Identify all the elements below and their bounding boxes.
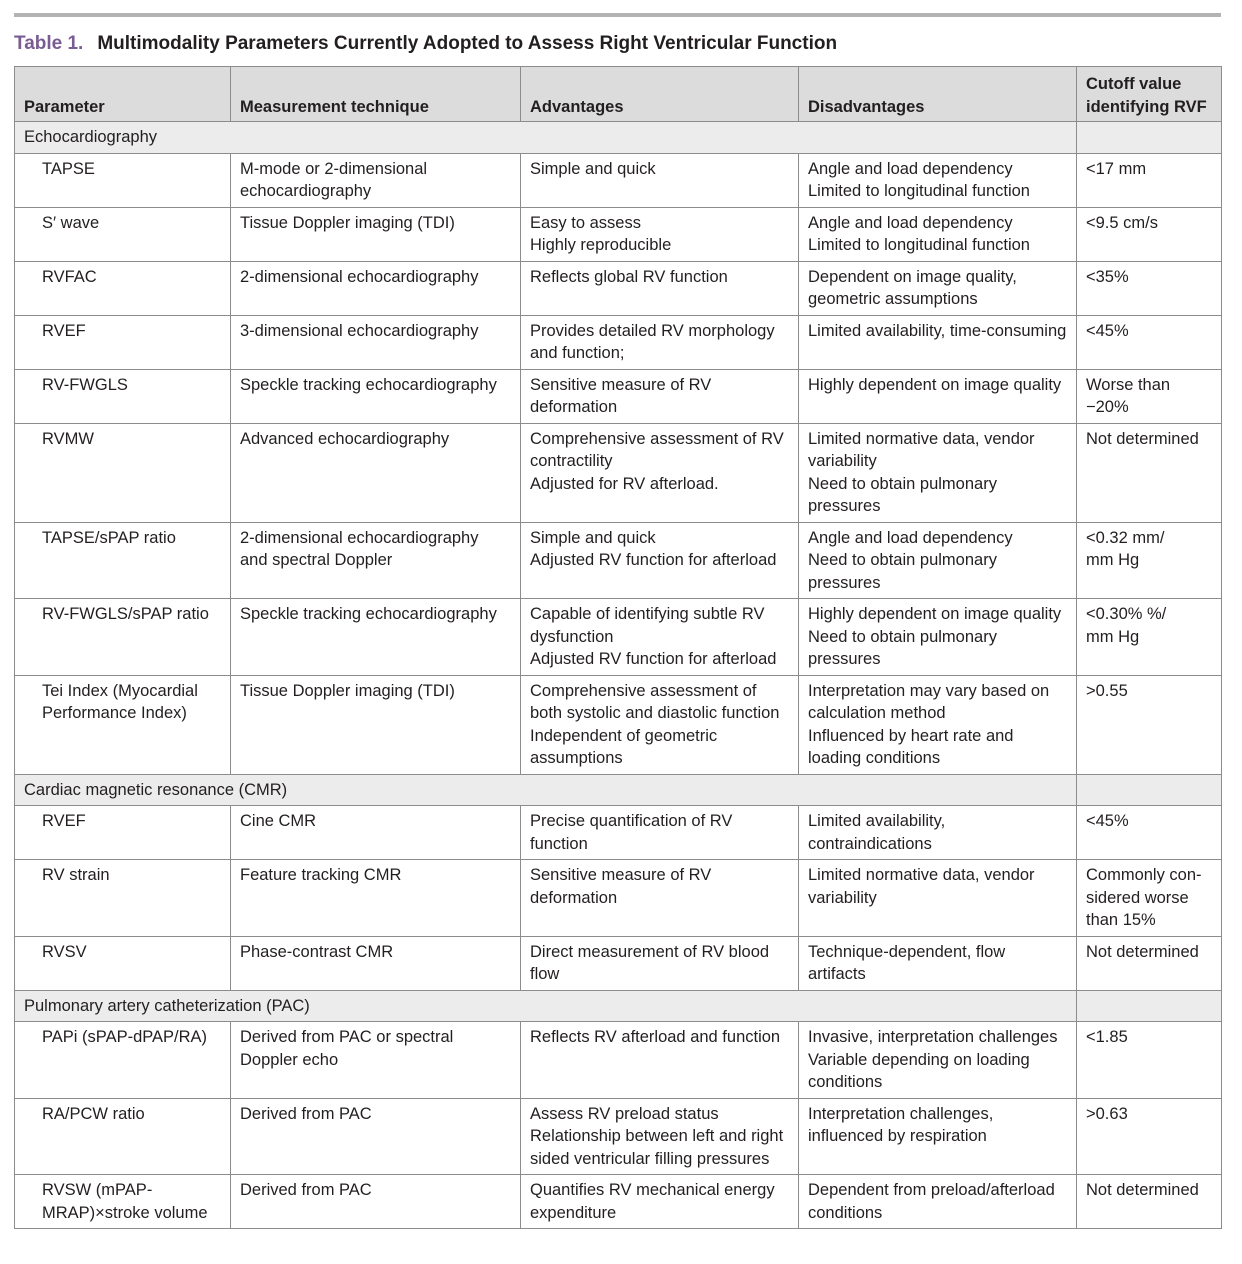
cell-line: Speckle tracking echocardiography xyxy=(240,375,497,394)
table-row xyxy=(15,806,1222,860)
cell-line: Comprehensive assessment of RV xyxy=(530,429,784,448)
table-row xyxy=(15,315,1222,369)
cell-line: Angle and load dependency xyxy=(808,213,1013,232)
cell-line: Adjusted for RV afterload. xyxy=(530,474,719,493)
cell-line: Comprehensive assessment of xyxy=(530,681,757,700)
cell-line: expenditure xyxy=(530,1203,617,1222)
cell-line: Highly reproducible xyxy=(530,236,672,254)
section-row xyxy=(15,774,1222,806)
disadvantages-cell xyxy=(799,153,1077,207)
cell-line: geometric assumptions xyxy=(808,290,978,308)
cutoff-cell xyxy=(1077,423,1222,522)
cell-line: Dependent on image quality, xyxy=(808,267,1017,286)
header-parameter: Parameter xyxy=(15,67,231,122)
cell-line: variability xyxy=(808,452,877,470)
disadvantages-cell xyxy=(799,675,1077,774)
cell-line: Derived from PAC xyxy=(240,1181,372,1199)
cutoff-cell xyxy=(1077,315,1222,369)
table-caption xyxy=(14,33,837,55)
cell-line: pressures xyxy=(808,650,881,668)
cell-line: Reflects global RV function xyxy=(530,267,728,286)
rv-parameters-table xyxy=(14,66,1222,1229)
cutoff-cell xyxy=(1077,1098,1222,1175)
cell-line: Sensitive measure of RV xyxy=(530,866,712,884)
technique-cell xyxy=(231,806,521,860)
cell-line: Tei Index (Myocardial xyxy=(42,681,198,700)
cell-line: than 15% xyxy=(1086,911,1156,929)
advantages-cell xyxy=(521,1175,799,1229)
advantages-cell xyxy=(521,261,799,315)
cell-line: >0.63 xyxy=(1086,1104,1128,1123)
advantages-cell xyxy=(521,1022,799,1099)
cell-line: Relationship between left and right xyxy=(530,1127,784,1145)
cell-line: Angle and load dependency xyxy=(808,528,1013,547)
cell-line: <35% xyxy=(1086,267,1129,286)
cropped-footnote xyxy=(14,1256,1221,1264)
cell-line: Need to obtain pulmonary xyxy=(808,474,997,493)
cell-line: assumptions xyxy=(530,749,623,767)
cutoff-cell xyxy=(1077,522,1222,599)
parameter-cell xyxy=(15,315,231,369)
disadvantages-cell xyxy=(799,1175,1077,1229)
cell-line: <0.32 mm/ xyxy=(1086,528,1165,547)
technique-cell xyxy=(231,207,521,261)
cell-line: Limited normative data, vendor xyxy=(808,866,1035,884)
cell-line: Provides detailed RV morphology xyxy=(530,321,775,340)
cell-line: Not determined xyxy=(1086,429,1199,448)
cell-line: Speckle tracking echocardiography xyxy=(240,605,497,623)
technique-cell xyxy=(231,423,521,522)
table-row xyxy=(15,423,1222,522)
header-advantages: Advantages xyxy=(521,67,799,122)
cell-line: <45% xyxy=(1086,812,1129,830)
advantages-cell xyxy=(521,315,799,369)
cell-line: both systolic and diastolic function xyxy=(530,704,780,722)
cell-line: Derived from PAC or spectral xyxy=(240,1028,454,1046)
cell-line: Feature tracking CMR xyxy=(240,866,402,884)
table-row xyxy=(15,261,1222,315)
cell-line: <9.5 cm/s xyxy=(1086,213,1158,232)
cell-line: Technique-dependent, flow xyxy=(808,942,1006,961)
technique-cell xyxy=(231,1175,521,1229)
cell-line: deformation xyxy=(530,888,618,907)
cell-line: Limited normative data, vendor xyxy=(808,429,1035,448)
cell-line: Easy to assess xyxy=(530,213,641,232)
cutoff-cell xyxy=(1077,675,1222,774)
cell-line: Simple and quick xyxy=(530,528,656,547)
cell-line: Phase-contrast CMR xyxy=(240,942,394,961)
cell-line: Influenced by heart rate and xyxy=(808,726,1014,745)
table-row xyxy=(15,599,1222,676)
cell-line: Worse than xyxy=(1086,375,1171,394)
cell-line: 3-dimensional echocardiography xyxy=(240,321,479,340)
cell-line: Reflects RV afterload and function xyxy=(530,1028,781,1046)
technique-cell xyxy=(231,1098,521,1175)
cell-line: MRAP)×stroke volume xyxy=(42,1203,208,1222)
disadvantages-cell xyxy=(799,261,1077,315)
advantages-cell xyxy=(521,153,799,207)
advantages-cell xyxy=(521,522,799,599)
cell-line: <1.85 xyxy=(1086,1028,1128,1046)
cell-line: Interpretation may vary based on xyxy=(808,681,1050,700)
advantages-cell xyxy=(521,936,799,990)
cell-line: Simple and quick xyxy=(530,159,656,178)
cell-line: echocardiography xyxy=(240,182,372,200)
parameter-cell xyxy=(15,806,231,860)
technique-cell xyxy=(231,860,521,937)
cell-line: Assess RV preload status xyxy=(530,1104,719,1123)
disadvantages-cell xyxy=(799,936,1077,990)
cutoff-cell xyxy=(1077,153,1222,207)
cell-line: Dependent from preload/afterload xyxy=(808,1181,1055,1199)
cell-line: 2-dimensional echocardiography xyxy=(240,528,479,547)
cell-line: deformation xyxy=(530,398,618,416)
cell-line: −20% xyxy=(1086,398,1129,416)
technique-cell xyxy=(231,599,521,676)
cell-line: loading conditions xyxy=(808,749,941,767)
cell-line: Tissue Doppler imaging (TDI) xyxy=(240,681,455,700)
cutoff-cell xyxy=(1077,1175,1222,1229)
advantages-cell xyxy=(521,860,799,937)
parameter-cell xyxy=(15,423,231,522)
parameter-cell xyxy=(15,153,231,207)
table-row xyxy=(15,1175,1222,1229)
advantages-cell xyxy=(521,369,799,423)
cell-line: contractility xyxy=(530,452,613,470)
table-row xyxy=(15,369,1222,423)
cell-line: RVEF xyxy=(42,812,86,830)
cell-line: RVMW xyxy=(42,429,94,448)
advantages-cell xyxy=(521,599,799,676)
parameter-cell xyxy=(15,1098,231,1175)
cell-line: RVSV xyxy=(42,942,87,961)
cell-line: >0.55 xyxy=(1086,681,1128,700)
cell-line: sidered worse xyxy=(1086,888,1189,907)
disadvantages-cell xyxy=(799,599,1077,676)
cell-line: Variable depending on loading xyxy=(808,1050,1030,1069)
cell-line: Highly dependent on image quality xyxy=(808,375,1062,394)
cell-line: Commonly con- xyxy=(1086,866,1202,884)
section-spacer xyxy=(1077,122,1222,154)
header-cutoff-line: Cutoff value xyxy=(1086,75,1182,93)
header-disadvantages: Disadvantages xyxy=(799,67,1077,122)
disadvantages-cell xyxy=(799,1022,1077,1099)
parameter-cell xyxy=(15,522,231,599)
cell-line: Precise quantification of RV xyxy=(530,812,733,830)
cell-line: sided ventricular filling pressures xyxy=(530,1149,770,1168)
disadvantages-cell xyxy=(799,207,1077,261)
disadvantages-cell xyxy=(799,806,1077,860)
cell-line: and function; xyxy=(530,344,625,362)
cell-line: Adjusted RV function for afterload xyxy=(530,650,777,668)
section-title: Echocardiography xyxy=(15,122,1077,154)
section-title: Cardiac magnetic resonance (CMR) xyxy=(15,774,1077,806)
cell-line: variability xyxy=(808,888,877,907)
parameter-cell xyxy=(15,936,231,990)
technique-cell xyxy=(231,936,521,990)
section-spacer xyxy=(1077,990,1222,1022)
parameter-cell xyxy=(15,207,231,261)
advantages-cell xyxy=(521,675,799,774)
cell-line: Limited to longitudinal function xyxy=(808,182,1030,200)
cell-line: calculation method xyxy=(808,704,946,722)
parameter-cell xyxy=(15,1175,231,1229)
parameter-cell xyxy=(15,261,231,315)
cell-line: Quantifies RV mechanical energy xyxy=(530,1181,775,1199)
disadvantages-cell xyxy=(799,423,1077,522)
cell-line: flow xyxy=(530,965,560,983)
cell-line: RVEF xyxy=(42,321,86,340)
cell-line: Sensitive measure of RV xyxy=(530,375,712,394)
cell-line: Performance Index) xyxy=(42,704,187,722)
cell-line: function xyxy=(530,834,588,853)
table-row xyxy=(15,1022,1222,1099)
cell-line: pressures xyxy=(808,573,881,592)
cutoff-cell xyxy=(1077,806,1222,860)
technique-cell xyxy=(231,675,521,774)
cutoff-cell xyxy=(1077,261,1222,315)
cell-line: RV-FWGLS xyxy=(42,375,128,394)
advantages-cell xyxy=(521,207,799,261)
table-row xyxy=(15,1098,1222,1175)
cell-line: Invasive, interpretation challenges xyxy=(808,1028,1058,1046)
cell-line: Adjusted RV function for afterload xyxy=(530,551,777,569)
disadvantages-cell xyxy=(799,860,1077,937)
cell-line: mm Hg xyxy=(1086,627,1140,646)
technique-cell xyxy=(231,369,521,423)
cell-line: Doppler echo xyxy=(240,1050,339,1069)
section-row xyxy=(15,122,1222,154)
cutoff-cell xyxy=(1077,1022,1222,1099)
parameter-cell xyxy=(15,369,231,423)
cell-line: Need to obtain pulmonary xyxy=(808,627,997,646)
table-row xyxy=(15,207,1222,261)
cell-line: TAPSE xyxy=(42,159,95,178)
cell-line: dysfunction xyxy=(530,627,614,646)
cell-line: <0.30% %/ xyxy=(1086,605,1167,623)
disadvantages-cell xyxy=(799,522,1077,599)
technique-cell xyxy=(231,522,521,599)
cell-line: mm Hg xyxy=(1086,551,1140,569)
cell-line: PAPi (sPAP-dPAP/RA) xyxy=(42,1028,208,1046)
cutoff-cell xyxy=(1077,936,1222,990)
cell-line: Need to obtain pulmonary xyxy=(808,551,997,569)
cell-line: RVSW (mPAP- xyxy=(42,1181,153,1199)
header-cutoff xyxy=(1077,67,1222,122)
cell-line: Angle and load dependency xyxy=(808,159,1013,178)
cell-line: artifacts xyxy=(808,965,866,983)
disadvantages-cell xyxy=(799,1098,1077,1175)
disadvantages-cell xyxy=(799,369,1077,423)
technique-cell xyxy=(231,1022,521,1099)
technique-cell xyxy=(231,153,521,207)
table-row xyxy=(15,936,1222,990)
parameter-cell xyxy=(15,675,231,774)
cell-line: M-mode or 2-dimensional xyxy=(240,159,428,178)
cell-line: Direct measurement of RV blood xyxy=(530,942,770,961)
cell-line: conditions xyxy=(808,1203,883,1222)
technique-cell xyxy=(231,261,521,315)
cutoff-cell xyxy=(1077,369,1222,423)
table-label: Table 1. xyxy=(14,33,84,54)
table-row xyxy=(15,522,1222,599)
header-row xyxy=(15,67,1222,122)
cutoff-cell xyxy=(1077,599,1222,676)
cell-line: influenced by respiration xyxy=(808,1127,987,1145)
header-cutoff-line: identifying RVF xyxy=(1086,97,1207,116)
cell-line: and spectral Doppler xyxy=(240,551,393,569)
cell-line: Limited availability, xyxy=(808,812,946,830)
technique-cell xyxy=(231,315,521,369)
cell-line: RA/PCW ratio xyxy=(42,1104,145,1123)
cell-line: Capable of identifying subtle RV xyxy=(530,605,765,623)
cell-line: pressures xyxy=(808,497,881,515)
cell-line: contraindications xyxy=(808,834,932,853)
cell-line: <17 mm xyxy=(1086,159,1147,178)
cell-line: RV-FWGLS/sPAP ratio xyxy=(42,605,209,623)
section-title: Pulmonary artery catheterization (PAC) xyxy=(15,990,1077,1022)
cell-line: Interpretation challenges, xyxy=(808,1104,994,1123)
advantages-cell xyxy=(521,1098,799,1175)
cell-line: TAPSE/sPAP ratio xyxy=(42,528,176,547)
cell-line: Not determined xyxy=(1086,942,1199,961)
cell-line: <45% xyxy=(1086,321,1129,340)
cell-line: conditions xyxy=(808,1073,883,1091)
cell-line: Cine CMR xyxy=(240,812,317,830)
cell-line: S′ wave xyxy=(42,213,100,232)
cutoff-cell xyxy=(1077,207,1222,261)
cell-line: Tissue Doppler imaging (TDI) xyxy=(240,213,455,232)
cell-line: 2-dimensional echocardiography xyxy=(240,267,479,286)
table-row xyxy=(15,860,1222,937)
advantages-cell xyxy=(521,806,799,860)
cell-line: Highly dependent on image quality xyxy=(808,605,1062,623)
cell-line: Advanced echocardiography xyxy=(240,429,450,448)
cell-line: Limited to longitudinal function xyxy=(808,236,1030,254)
advantages-cell xyxy=(521,423,799,522)
header-technique: Measurement technique xyxy=(231,67,521,122)
parameter-cell xyxy=(15,860,231,937)
cell-line: Not determined xyxy=(1086,1181,1199,1199)
cell-line: RVFAC xyxy=(42,267,97,286)
disadvantages-cell xyxy=(799,315,1077,369)
section-row xyxy=(15,990,1222,1022)
cell-line: RV strain xyxy=(42,866,110,884)
cell-line: Limited availability, time-consuming xyxy=(808,321,1067,340)
table-title: Multimodality Parameters Currently Adopted to Assess Right Ventricular Function xyxy=(97,33,838,54)
cell-line: Independent of geometric xyxy=(530,726,718,745)
parameter-cell xyxy=(15,599,231,676)
cutoff-cell xyxy=(1077,860,1222,937)
cell-line: Derived from PAC xyxy=(240,1104,372,1123)
table-body xyxy=(15,122,1222,1229)
parameter-cell xyxy=(15,1022,231,1099)
section-spacer xyxy=(1077,774,1222,806)
table-row xyxy=(15,675,1222,774)
table-row xyxy=(15,153,1222,207)
top-rule xyxy=(14,13,1221,17)
